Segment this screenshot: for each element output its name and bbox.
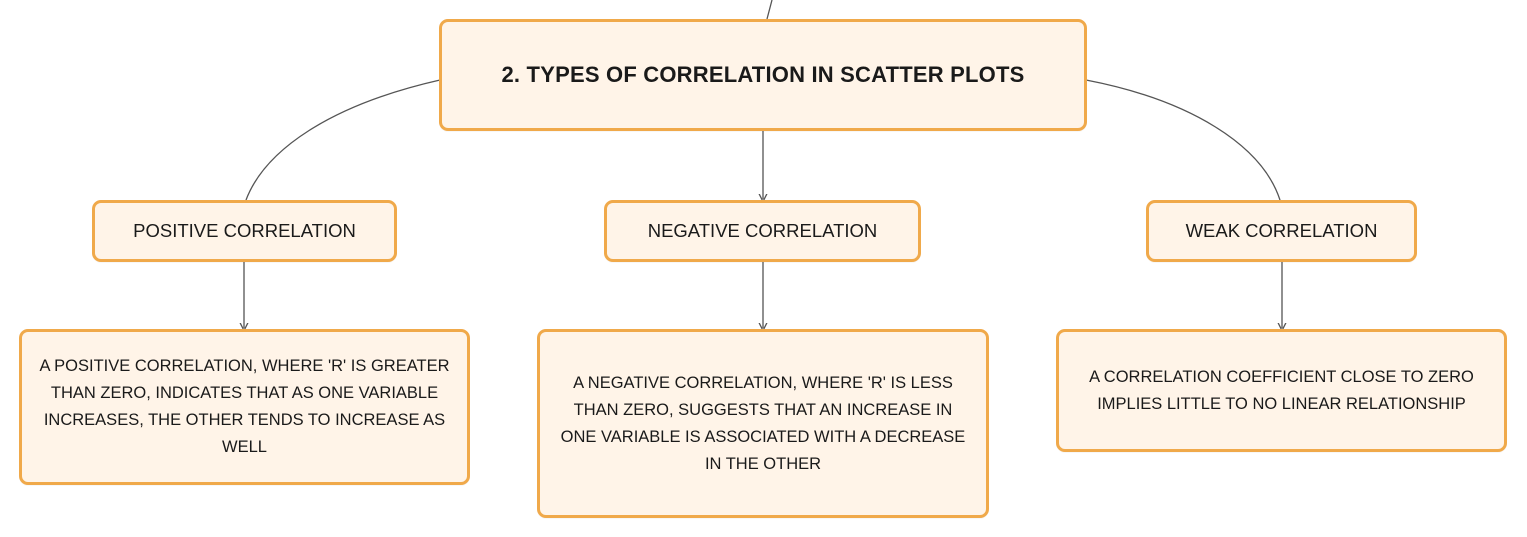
description-node-weak[interactable] [1056, 329, 1507, 452]
category-label-positive: POSITIVE CORRELATION [133, 220, 356, 241]
description-node-negative[interactable] [537, 329, 989, 518]
category-label-negative: NEGATIVE CORRELATION [647, 220, 878, 241]
connector-parent-to-root [767, 0, 772, 19]
connector-root-to-weak [1086, 80, 1280, 200]
root-node[interactable] [439, 19, 1087, 131]
description-text-negative: A NEGATIVE CORRELATION, WHERE 'R' IS LESS THAN ZERO, SUGGESTS THAT AN INCREASE IN ONE VARIABLE IS ASSOCIATED WITH A DECREASE IN THE OTHER [560, 373, 966, 473]
description-text-weak: A CORRELATION COEFFICIENT CLOSE TO ZERO IMPLIES LITTLE TO NO LINEAR RELATIONSHIP [1089, 367, 1474, 413]
category-label-weak: WEAK CORRELATION [1185, 220, 1378, 241]
category-node-weak[interactable] [1146, 200, 1417, 262]
description-text-positive: A POSITIVE CORRELATION, WHERE 'R' IS GREATER THAN ZERO, INDICATES THAT AS ONE VARIABLE INCREASES, THE OTHER TENDS TO INCREASE AS WELL [39, 357, 450, 456]
category-node-negative[interactable] [604, 200, 921, 262]
description-node-positive[interactable] [19, 329, 470, 485]
category-node-positive[interactable] [92, 200, 397, 262]
connector-root-to-positive [246, 80, 440, 200]
root-title: 2. TYPES OF CORRELATION IN SCATTER PLOTS [501, 62, 1025, 87]
